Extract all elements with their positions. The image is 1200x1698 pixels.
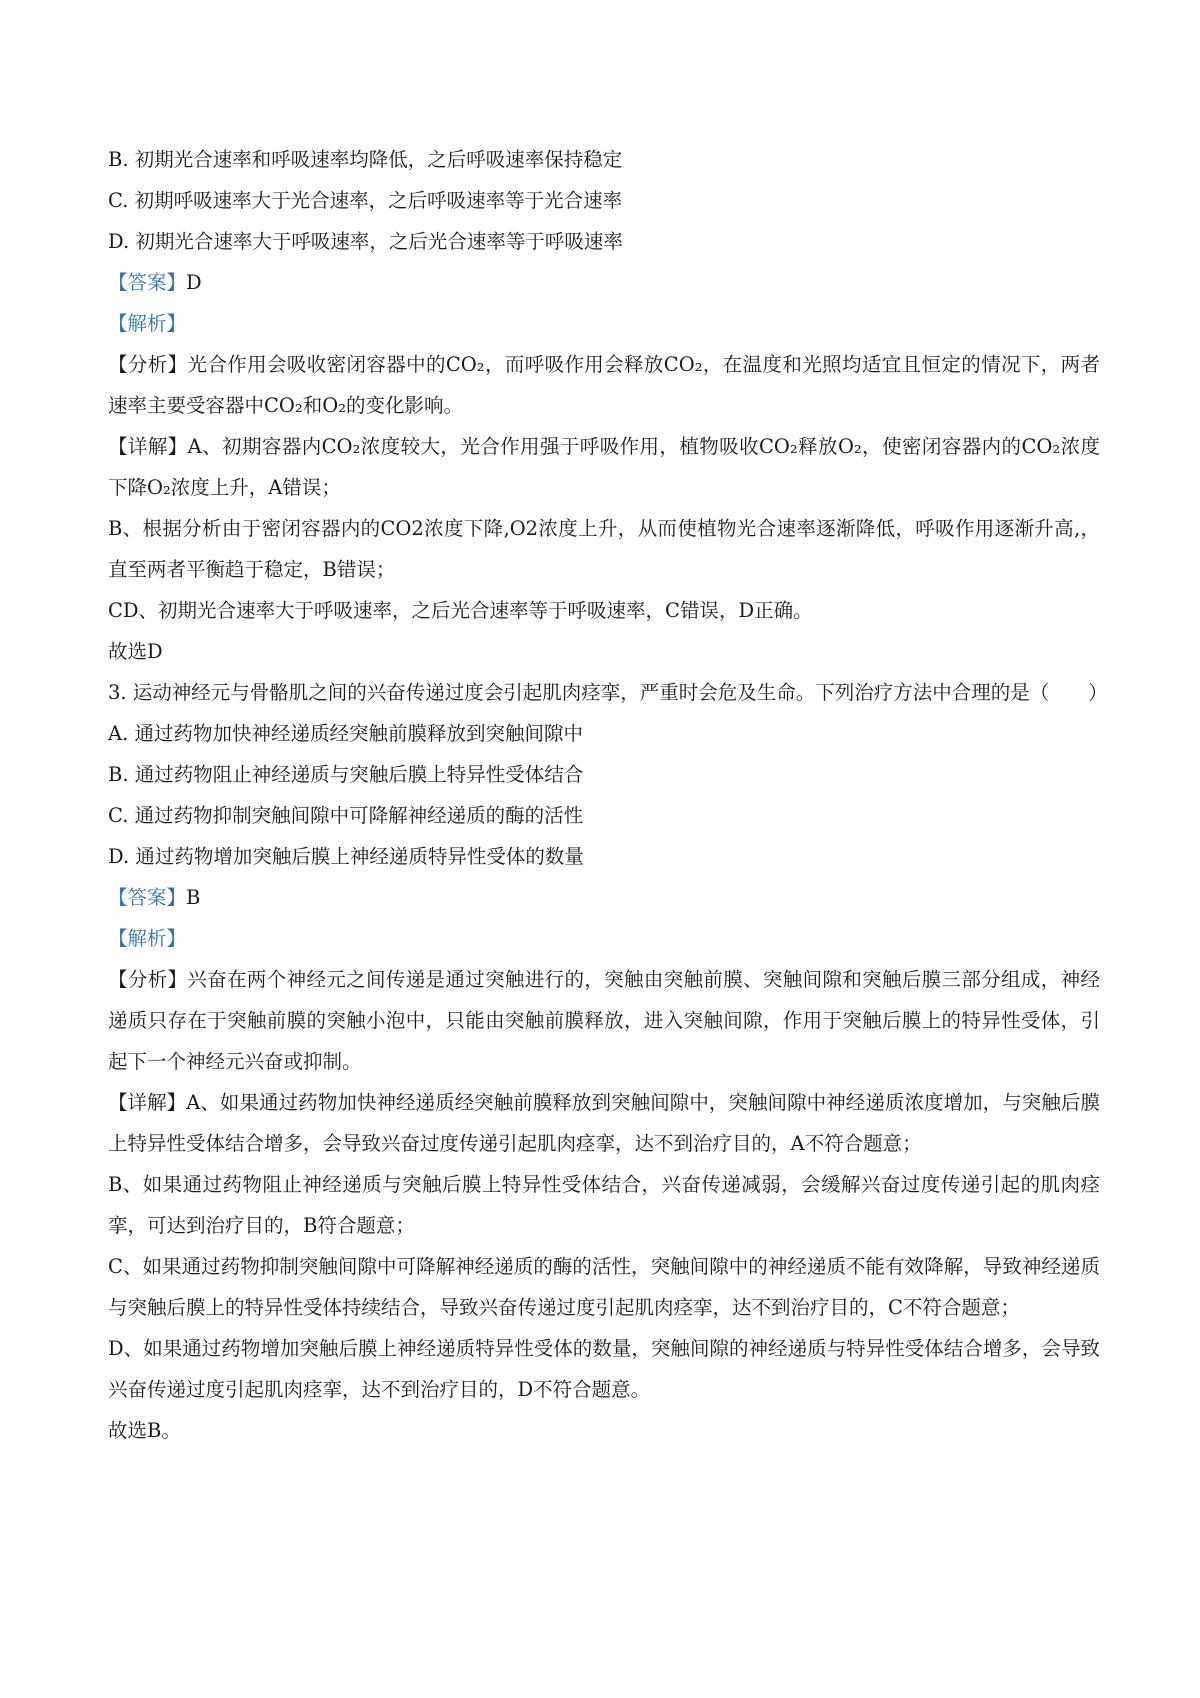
- q2-fenxi-paragraph: [108, 344, 1100, 426]
- q2-answer-line: [108, 262, 1100, 303]
- q2-xiangjie-label: 【详解】: [108, 435, 188, 458]
- q3-xiangjie-label: 【详解】: [108, 1091, 187, 1114]
- q3-fenxi-label: 【分析】: [108, 968, 188, 991]
- q2-fenxi-text: 光合作用会吸收密闭容器中的CO₂，而呼吸作用会释放CO₂，在温度和光照均适宜且恒定的情况下，两者速率主要受容器中CO₂和O₂的变化影响。: [108, 353, 1100, 417]
- q3-option-b: B. 通过药物阻止神经递质与突触后膜上特异性受体结合: [108, 763, 584, 786]
- q2-answer-value: D: [186, 271, 202, 294]
- q3-xiangjie-d: D、如果通过药物增加突触后膜上神经递质特异性受体的数量，突触间隙的神经递质与特异性受体结合增多，会导致兴奋传递过度引起肌肉痉挛，达不到治疗目的，D不符合题意。: [108, 1337, 1100, 1401]
- q3-answer-label: 【答案】: [108, 886, 187, 909]
- q2-xiangjie-cd: CD、初期光合速率大于呼吸速率，之后光合速率等于呼吸速率，C错误，D正确。: [108, 599, 813, 622]
- q2-option-c: C. 初期呼吸速率大于光合速率，之后呼吸速率等于光合速率: [108, 189, 623, 212]
- q2-conclusion: 故选D: [108, 640, 163, 663]
- q2-fenxi-label: 【分析】: [108, 353, 188, 376]
- document-content: [108, 139, 1108, 1451]
- q2-analysis-label: 【解析】: [108, 312, 187, 335]
- q2-xiangjie-a: A、初期容器内CO₂浓度较大，光合作用强于呼吸作用，植物吸收CO₂释放O₂，使密闭容器内的CO₂浓度下降O₂浓度上升，A错误；: [108, 435, 1100, 499]
- q2-analysis-heading: [108, 303, 1100, 344]
- q3-xiangjie-c: C、如果通过药物抑制突触间隙中可降解神经递质的酶的活性，突触间隙中的神经递质不能有效降解，导致神经递质与突触后膜上的特异性受体持续结合，导致兴奋传递过度引起肌肉痉挛，达不到治疗目的，C不符合题意；: [108, 1255, 1100, 1319]
- q2-answer-label: 【答案】: [108, 271, 187, 294]
- q3-option-c: C. 通过药物抑制突触间隙中可降解神经递质的酶的活性: [108, 804, 584, 827]
- q2-option-d: D. 初期光合速率大于呼吸速率，之后光合速率等于呼吸速率: [108, 230, 623, 253]
- q3-analysis-heading: [108, 918, 1100, 959]
- q3-analysis-label: 【解析】: [108, 927, 187, 950]
- q3-conclusion: 故选B。: [108, 1419, 181, 1442]
- q2-option-b: B. 初期光合速率和呼吸速率均降低，之后呼吸速率保持稳定: [108, 148, 623, 171]
- q3-xiangjie-b: B、如果通过药物阻止神经递质与突触后膜上特异性受体结合，兴奋传递减弱，会缓解兴奋过度传递引起的肌肉痉挛，可达到治疗目的，B符合题意；: [108, 1173, 1100, 1237]
- q3-stem: 3. 运动神经元与骨骼肌之间的兴奋传递过度会引起肌肉痉挛，严重时会危及生命。下列治疗方法中合理的是（ ）: [108, 681, 1108, 704]
- q3-option-d: D. 通过药物增加突触后膜上神经递质特异性受体的数量: [108, 845, 584, 868]
- q3-answer-line: [108, 877, 1100, 918]
- q3-answer-value: B: [186, 886, 201, 909]
- q3-xiangjie-paragraph: [108, 1082, 1100, 1164]
- q2-xiangjie-b: B、根据分析由于密闭容器内的CO2浓度下降,O2浓度上升，从而使植物光合速率逐渐降低，呼吸作用逐渐升高,，直至两者平衡趋于稳定，B错误；: [108, 517, 1100, 581]
- q2-xiangjie-paragraph: [108, 426, 1100, 508]
- q3-xiangjie-a: A、如果通过药物加快神经递质经突触前膜释放到突触间隙中，突触间隙中神经递质浓度增加，与突触后膜上特异性受体结合增多，会导致兴奋过度传递引起肌肉痉挛，达不到治疗目的，A不符合题意；: [108, 1091, 1100, 1155]
- q3-option-a: A. 通过药物加快神经递质经突触前膜释放到突触间隙中: [108, 722, 583, 745]
- q3-fenxi-paragraph: [108, 959, 1100, 1082]
- q3-fenxi-text: 兴奋在两个神经元之间传递是通过突触进行的，突触由突触前膜、突触间隙和突触后膜三部分组成，神经递质只存在于突触前膜的突触小泡中，只能由突触前膜释放，进入突触间隙，作用于突触后膜上的特异性受体，引起下一个神经元兴奋或抑制。: [108, 968, 1100, 1073]
